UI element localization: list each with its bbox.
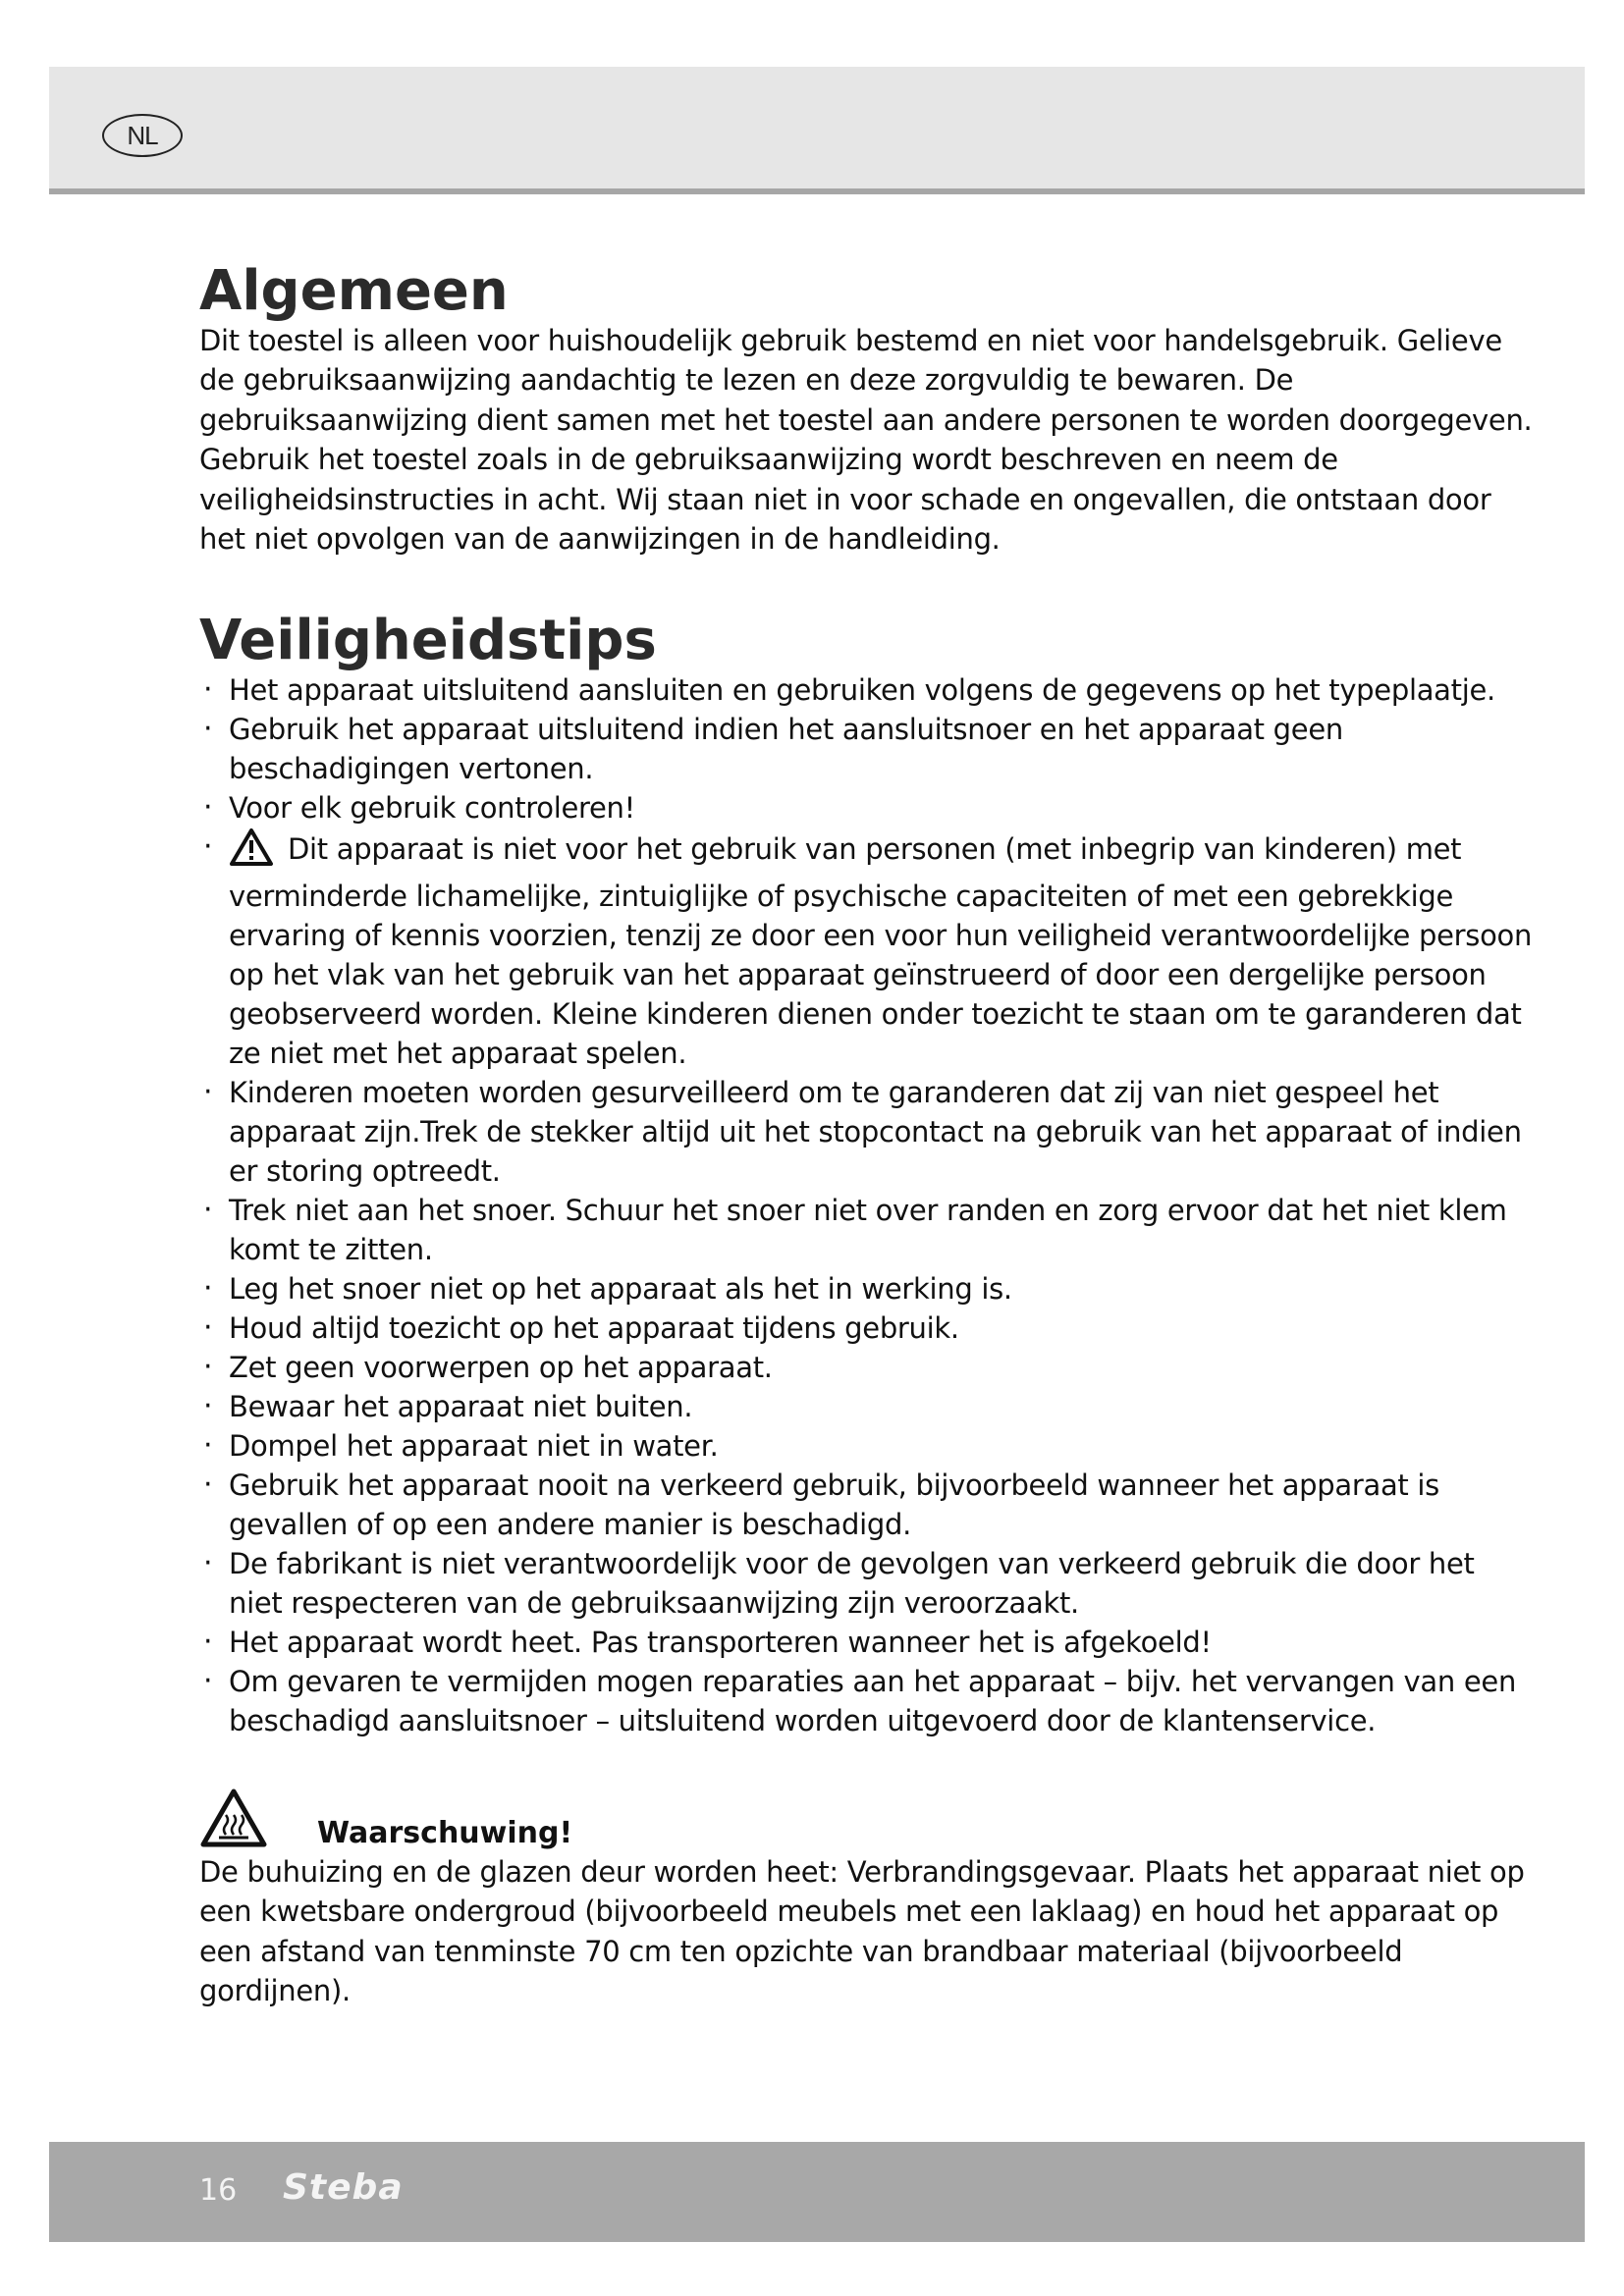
page-footer <box>49 2142 1585 2242</box>
list-item: · Dompel het apparaat niet in water. <box>199 1426 1535 1466</box>
list-item: · Houd altijd toezicht op het apparaat tijdens gebruik. <box>199 1308 1535 1348</box>
list-item: · Dit apparaat is niet voor het gebruik van personen (met inbegrip van kinderen) met verminderde lichamelijke, zintuiglijke of psychische capaciteiten of met een gebrekkige ervaring of kennis voorzien, tenzij ze door een voor hun veiligheid verantwoordelijke persoon op het vlak van het gebruik van het apparaat geïnstrueerd of door een dergelijke persoon geobserveerd worden. Kleine kinderen dienen onder toezicht te staan om te garanderen dat ze niet met het apparaat spelen. <box>199 828 1535 1073</box>
section-title-algemeen: Algemeen <box>199 259 509 323</box>
language-badge: NL <box>102 114 183 157</box>
list-item: · Gebruik het apparaat nooit na verkeerd gebruik, bijvoorbeeld wanneer het apparaat is gevallen of op een andere manier is beschadigd. <box>199 1466 1535 1544</box>
list-item: · Om gevaren te vermijden mogen reparaties aan het apparaat – bijv. het vervangen van een beschadigd aansluitsnoer – uitsluitend worden uitgevoerd door de klantenservice. <box>199 1662 1535 1740</box>
header-rule <box>49 188 1585 194</box>
list-item: · Zet geen voorwerpen op het apparaat. <box>199 1348 1535 1387</box>
warning-title: Waarschuwing! <box>317 1815 573 1850</box>
page-content <box>199 259 1535 2011</box>
warning-block <box>199 1782 1535 2011</box>
warning-triangle-icon <box>229 828 274 877</box>
list-item: · De fabrikant is niet verantwoordelijk voor de gevolgen van verkeerd gebruik die door het niet respecteren van de gebruiksaanwijzing zijn veroorzaakt. <box>199 1544 1535 1623</box>
algemeen-body: Dit toestel is alleen voor huishoudelijk gebruik bestemd en niet voor handelsgebruik. Gelieve de gebruiksaanwijzing aandachtig te lezen en deze zorgvuldig te bewaren. De gebruiksaanwijzing dient samen met het toestel aan andere personen te worden doorgegeven. Gebruik het toestel zoals in de gebruiksaanwijzing wordt beschreven en neem de veiligheidsinstructies in acht. Wij staan niet in voor schade en ongevallen, die ontstaan door het niet opvolgen van de aanwijzingen in de handleiding. <box>199 323 1533 557</box>
steba-logo: Steba <box>283 2167 404 2208</box>
section-title-veiligheidstips: Veiligheidstips <box>199 608 657 672</box>
list-item: · Bewaar het apparaat niet buiten. <box>199 1387 1535 1426</box>
list-item: · Het apparaat uitsluitend aansluiten en gebruiken volgens de gegevens op het typeplaatje. <box>199 670 1535 710</box>
list-item: · Kinderen moeten worden gesurveilleerd om te garanderen dat zij van niet gespeel het apparaat zijn.Trek de stekker altijd uit het stopcontact na gebruik van het apparaat of indien er storing optreedt. <box>199 1073 1535 1191</box>
page-header <box>49 67 1585 188</box>
page-number: 16 <box>199 2173 238 2208</box>
list-item: · Het apparaat wordt heet. Pas transporteren wanneer het is afgekoeld! <box>199 1623 1535 1662</box>
safety-tips-list <box>199 670 1535 1740</box>
hot-surface-warning-icon <box>199 1788 268 1852</box>
list-item: · Gebruik het apparaat uitsluitend indien het aansluitsnoer en het apparaat geen beschadigingen vertonen. <box>199 710 1535 788</box>
list-item: · Leg het snoer niet op het apparaat als het in werking is. <box>199 1269 1535 1308</box>
list-item: · Voor elk gebruik controleren! <box>199 788 1535 828</box>
warning-body: De buhuizing en de glazen deur worden heet: Verbrandingsgevaar. Plaats het apparaat niet op een kwetsbare ondergroud (bijvoorbeeld meubels met een laklaag) en houd het apparaat op een afstand van tenminste 70 cm ten opzichte van brandbaar materiaal (bijvoorbeeld gordijnen). <box>199 1854 1525 2008</box>
list-item: · Trek niet aan het snoer. Schuur het snoer niet over randen en zorg ervoor dat het niet klem komt te zitten. <box>199 1191 1535 1269</box>
